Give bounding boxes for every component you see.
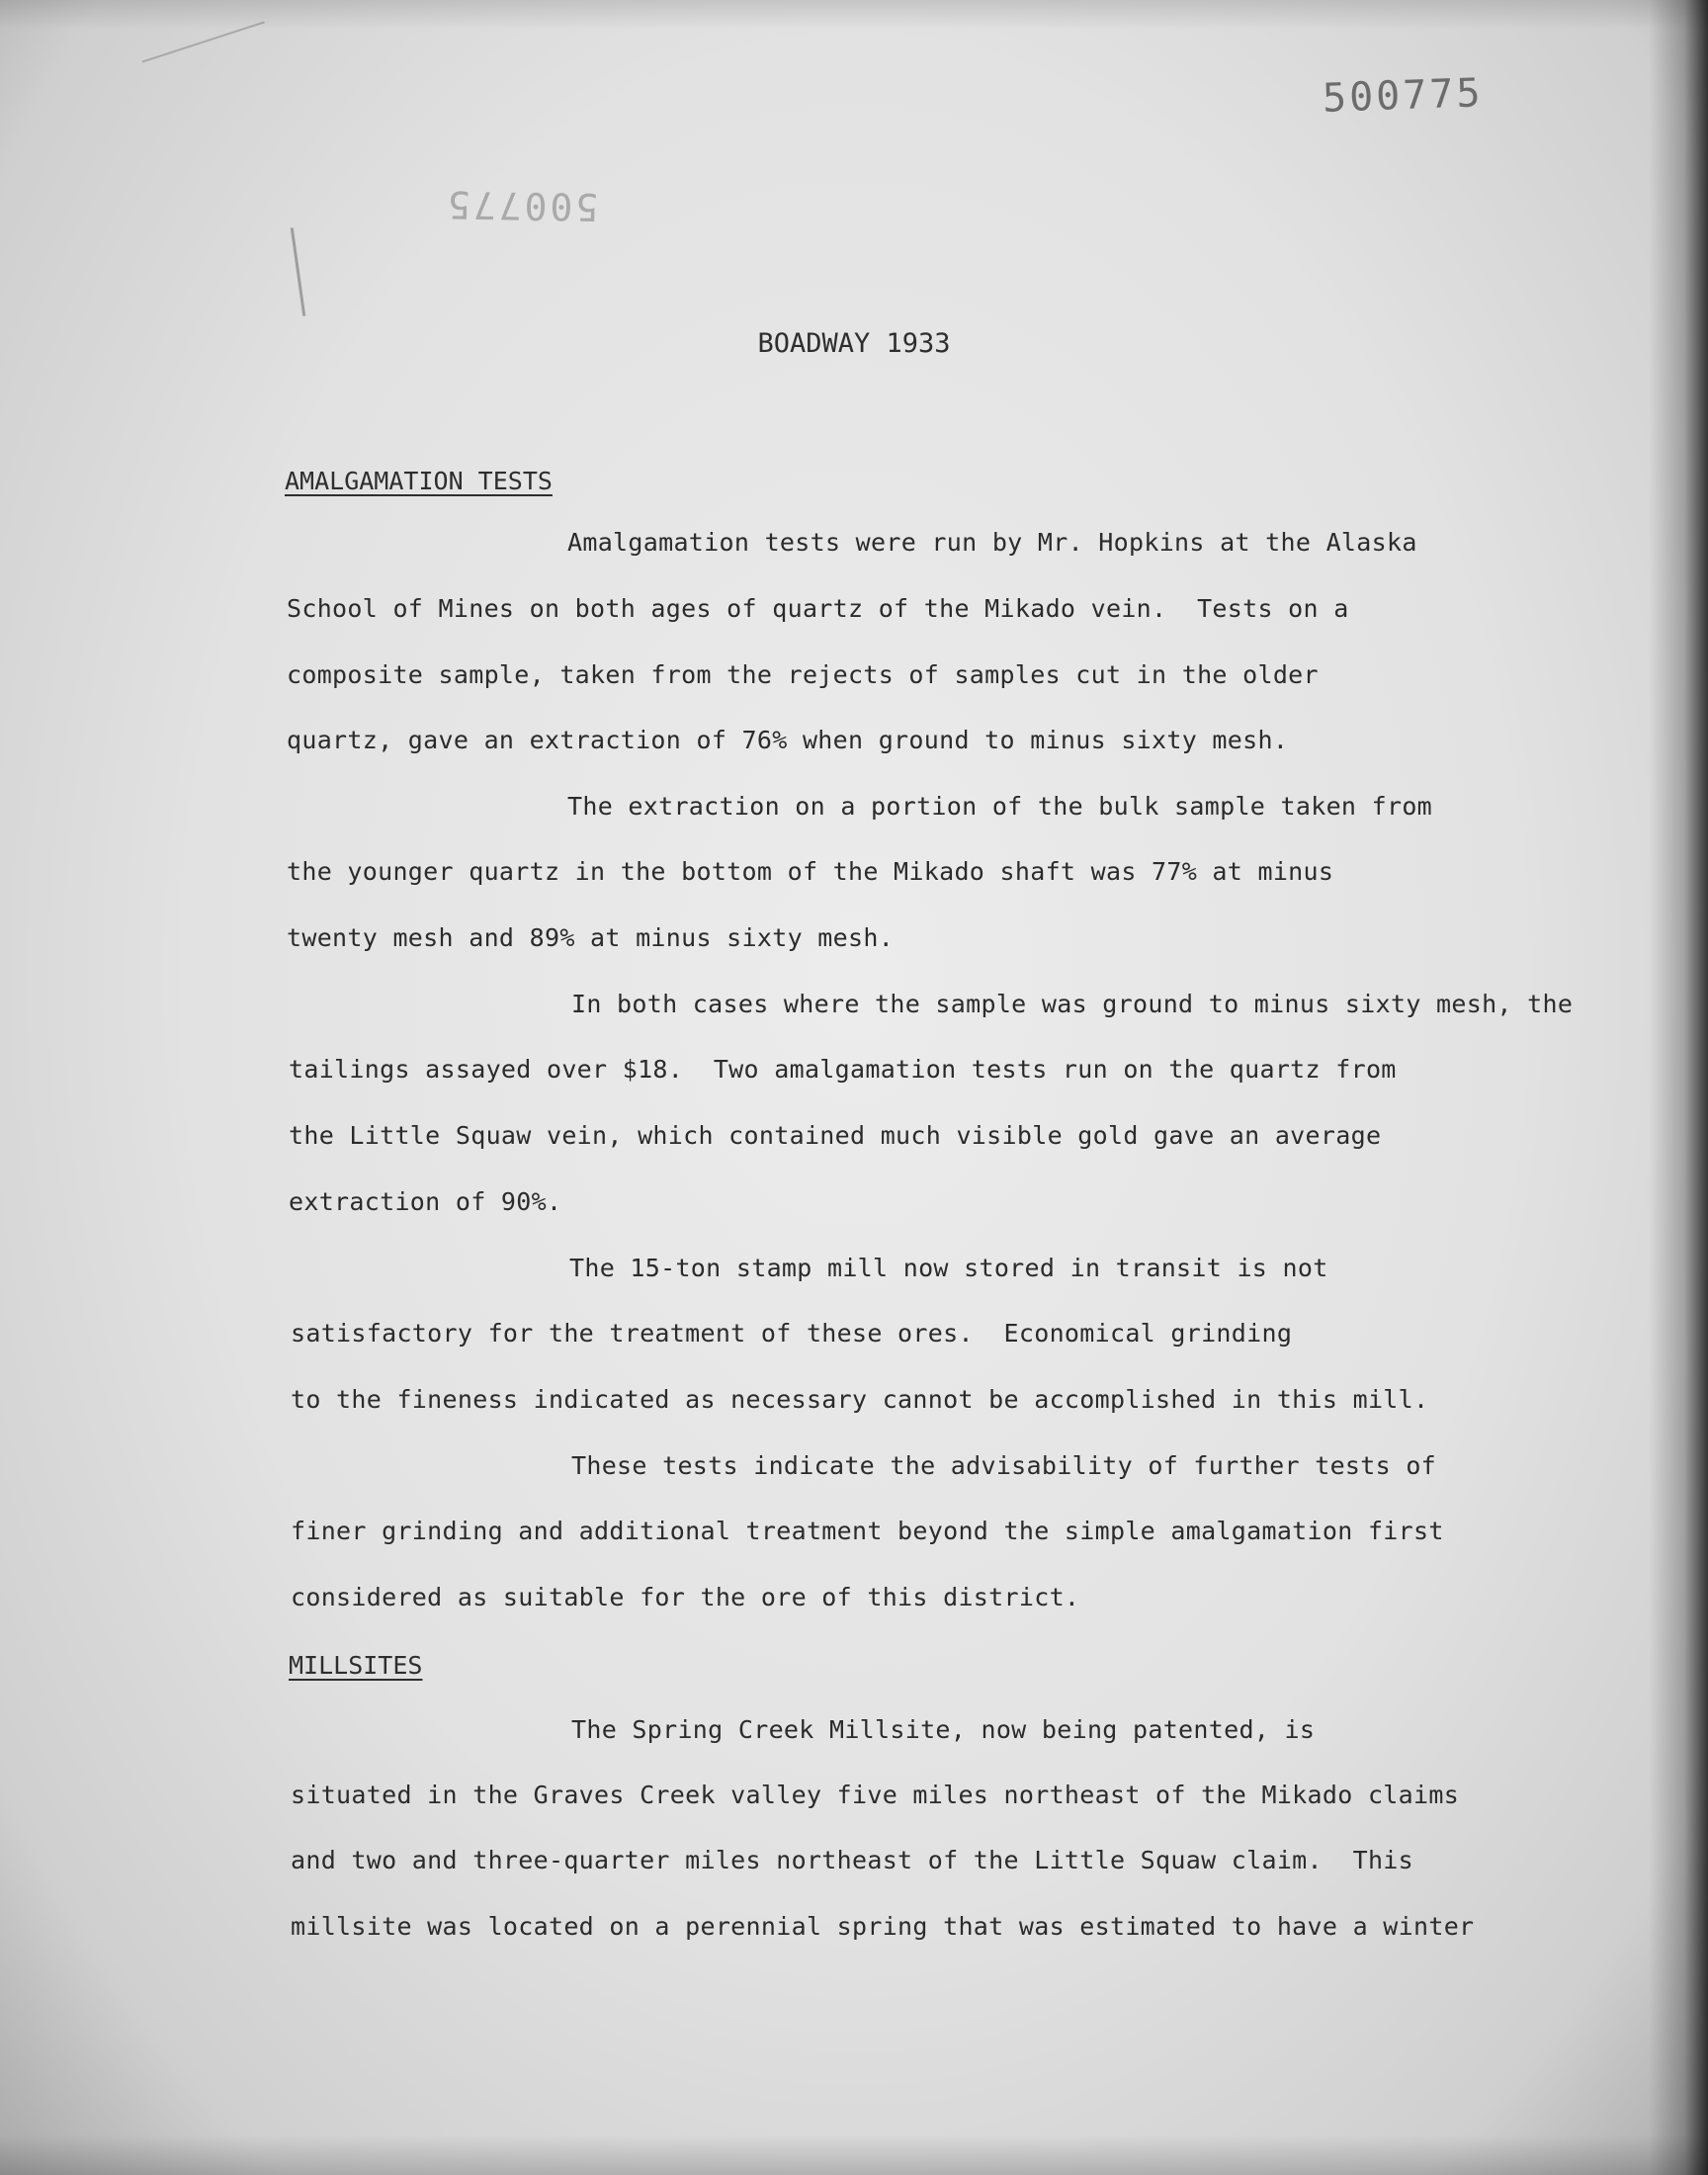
paragraph-line: and two and three-quarter miles northeast of the Little Squaw claim. This [291, 1846, 1413, 1874]
paragraph-line: extraction of 90%. [289, 1187, 562, 1216]
paragraph-line: considered as suitable for the ore of this district. [291, 1583, 1080, 1611]
paper-crease [142, 21, 284, 119]
paragraph-line: situated in the Graves Creek valley five miles northeast of the Mikado claims [291, 1781, 1460, 1809]
paragraph-line: In both cases where the sample was ground to minus sixty mesh, the [571, 990, 1574, 1018]
paragraph-line: The Spring Creek Millsite, now being patented, is [571, 1715, 1316, 1744]
paragraph-line: These tests indicate the advisability of further tests of [571, 1451, 1437, 1480]
paragraph-line: School of Mines on both ages of quartz of the Mikado vein. Tests on a [287, 594, 1349, 623]
paragraph-line: tailings assayed over $18. Two amalgamation tests run on the quartz from [289, 1055, 1397, 1084]
paragraph-line: finer grinding and additional treatment beyond the simple amalgamation first [291, 1517, 1444, 1545]
paragraph-line: The 15-ton stamp mill now stored in transit is not [569, 1254, 1328, 1282]
page-bottom-shadow [0, 2135, 1708, 2175]
section-heading-millsites: MILLSITES [289, 1651, 423, 1680]
paragraph-line: quartz, gave an extraction of 76% when ground to minus sixty mesh. [287, 726, 1289, 754]
paragraph-line: Amalgamation tests were run by Mr. Hopkins at the Alaska [567, 528, 1417, 557]
paragraph-line: twenty mesh and 89% at minus sixty mesh. [287, 923, 895, 952]
section-heading-amalgamation-tests: AMALGAMATION TESTS [285, 467, 553, 495]
paragraph-line: satisfactory for the treatment of these ores. Economical grinding [291, 1319, 1293, 1348]
page-right-shadow [1649, 0, 1708, 2175]
bleed-through-number: 500775 [444, 182, 599, 229]
document-stamp-number: 500775 [1322, 70, 1485, 122]
paragraph-line: millsite was located on a perennial spring that was estimated to have a winter [291, 1912, 1475, 1941]
paper-crease-mark [291, 227, 305, 316]
paragraph-line: composite sample, taken from the rejects of samples cut in the older [287, 660, 1319, 689]
paragraph-line: the Little Squaw vein, which contained much visible gold gave an average [289, 1121, 1382, 1150]
paragraph-line: The extraction on a portion of the bulk sample taken from [567, 792, 1433, 821]
document-title: BOADWAY 1933 [757, 328, 951, 359]
paragraph-line: the younger quartz in the bottom of the Mikado shaft was 77% at minus [287, 857, 1334, 886]
paragraph-line: to the fineness indicated as necessary cannot be accomplished in this mill. [291, 1385, 1429, 1414]
